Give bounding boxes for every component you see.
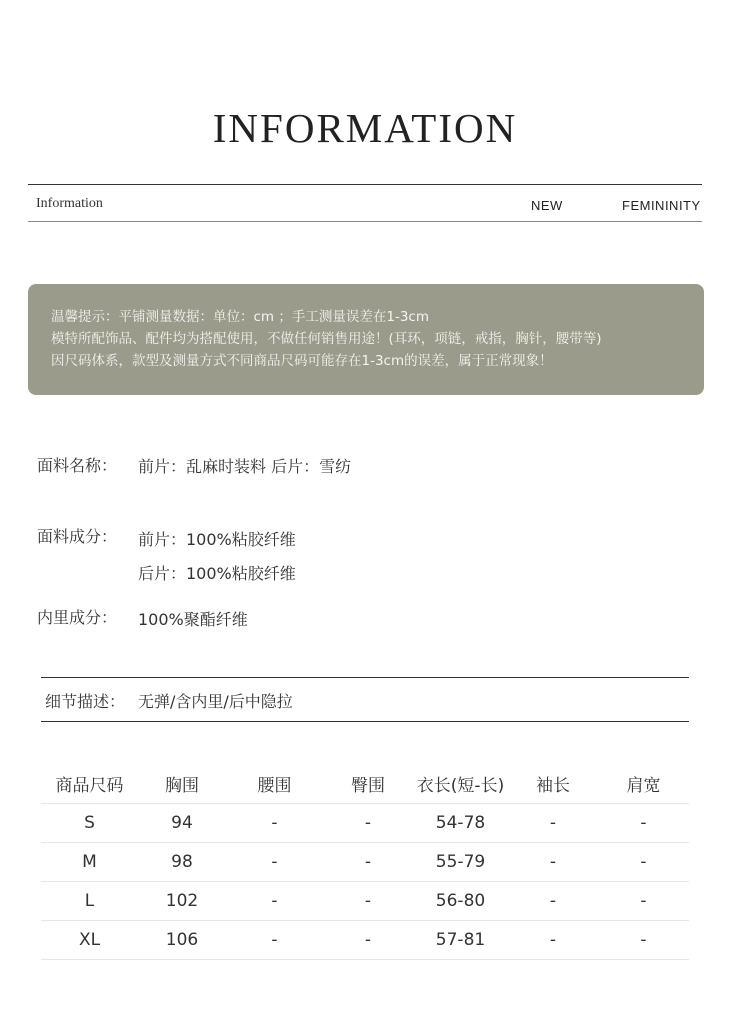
- table-cell: -: [323, 921, 413, 960]
- table-cell: 106: [138, 921, 226, 960]
- table-cell: -: [598, 882, 689, 921]
- table-cell: -: [508, 843, 598, 882]
- fabric-composition-back: 后片：100%粘胶纤维: [138, 564, 296, 583]
- table-row: [41, 921, 689, 960]
- table-cell: -: [508, 882, 598, 921]
- table-row: [41, 882, 689, 921]
- table-cell: 98: [138, 843, 226, 882]
- table-cell: 56-80: [413, 882, 508, 921]
- notice-box: [28, 284, 704, 395]
- notice-line: 模特所配饰品、配件均为搭配使用，不做任何销售用途！(耳环，项链，戒指，胸针，腰带等): [51, 331, 602, 347]
- size-table-header-row: [41, 764, 689, 804]
- table-row: [41, 843, 689, 882]
- header-bottom-divider: [28, 221, 702, 222]
- table-cell: 94: [138, 804, 226, 843]
- subheader-new: NEW: [531, 198, 563, 213]
- table-cell: -: [323, 882, 413, 921]
- subheader-femininity: FEMININITY: [622, 198, 701, 213]
- table-cell: 54-78: [413, 804, 508, 843]
- table-cell: -: [598, 843, 689, 882]
- table-cell: S: [41, 804, 138, 843]
- table-cell: -: [226, 921, 323, 960]
- size-table-header: 胸围: [138, 764, 226, 804]
- fabric-name-value: 前片：乱麻时装料 后片：雪纺: [138, 457, 352, 476]
- table-cell: XL: [41, 921, 138, 960]
- notice-line: 温馨提示：平铺测量数据：单位：cm ；手工测量误差在1-3cm: [51, 309, 429, 325]
- fabric-composition-label: 面料成分：: [37, 527, 118, 546]
- fabric-name-label: 面料名称：: [37, 456, 118, 475]
- lining-composition-value: 100%聚酯纤维: [138, 610, 248, 629]
- table-cell: 57-81: [413, 921, 508, 960]
- table-cell: M: [41, 843, 138, 882]
- detail-top-divider: [41, 677, 689, 678]
- table-cell: -: [226, 882, 323, 921]
- size-table-header: 袖长: [508, 764, 598, 804]
- table-cell: -: [598, 804, 689, 843]
- detail-label: 细节描述：: [45, 692, 126, 711]
- table-row: [41, 804, 689, 843]
- table-cell: -: [508, 921, 598, 960]
- size-table-header: 臀围: [323, 764, 413, 804]
- table-cell: -: [323, 843, 413, 882]
- subheader-information: Information: [36, 196, 103, 211]
- size-table-header: 肩宽: [598, 764, 689, 804]
- table-cell: -: [323, 804, 413, 843]
- table-cell: 55-79: [413, 843, 508, 882]
- table-cell: -: [598, 921, 689, 960]
- detail-bottom-divider: [41, 721, 689, 722]
- size-table-header: 衣长(短-长): [413, 764, 508, 804]
- page-title: INFORMATION: [212, 105, 518, 151]
- notice-line: 因尺码体系，款型及测量方式不同商品尺码可能存在1-3cm的误差，属于正常现象！: [51, 353, 553, 369]
- header-top-divider: [28, 184, 702, 185]
- size-table-header: 腰围: [226, 764, 323, 804]
- size-table: [41, 764, 689, 960]
- fabric-composition-front: 前片：100%粘胶纤维: [138, 530, 296, 549]
- size-table-header: 商品尺码: [41, 764, 138, 804]
- table-cell: 102: [138, 882, 226, 921]
- table-cell: -: [226, 843, 323, 882]
- table-cell: -: [226, 804, 323, 843]
- detail-value: 无弹/含内里/后中隐拉: [138, 692, 293, 711]
- table-cell: L: [41, 882, 138, 921]
- table-cell: -: [508, 804, 598, 843]
- lining-composition-label: 内里成分：: [37, 608, 118, 627]
